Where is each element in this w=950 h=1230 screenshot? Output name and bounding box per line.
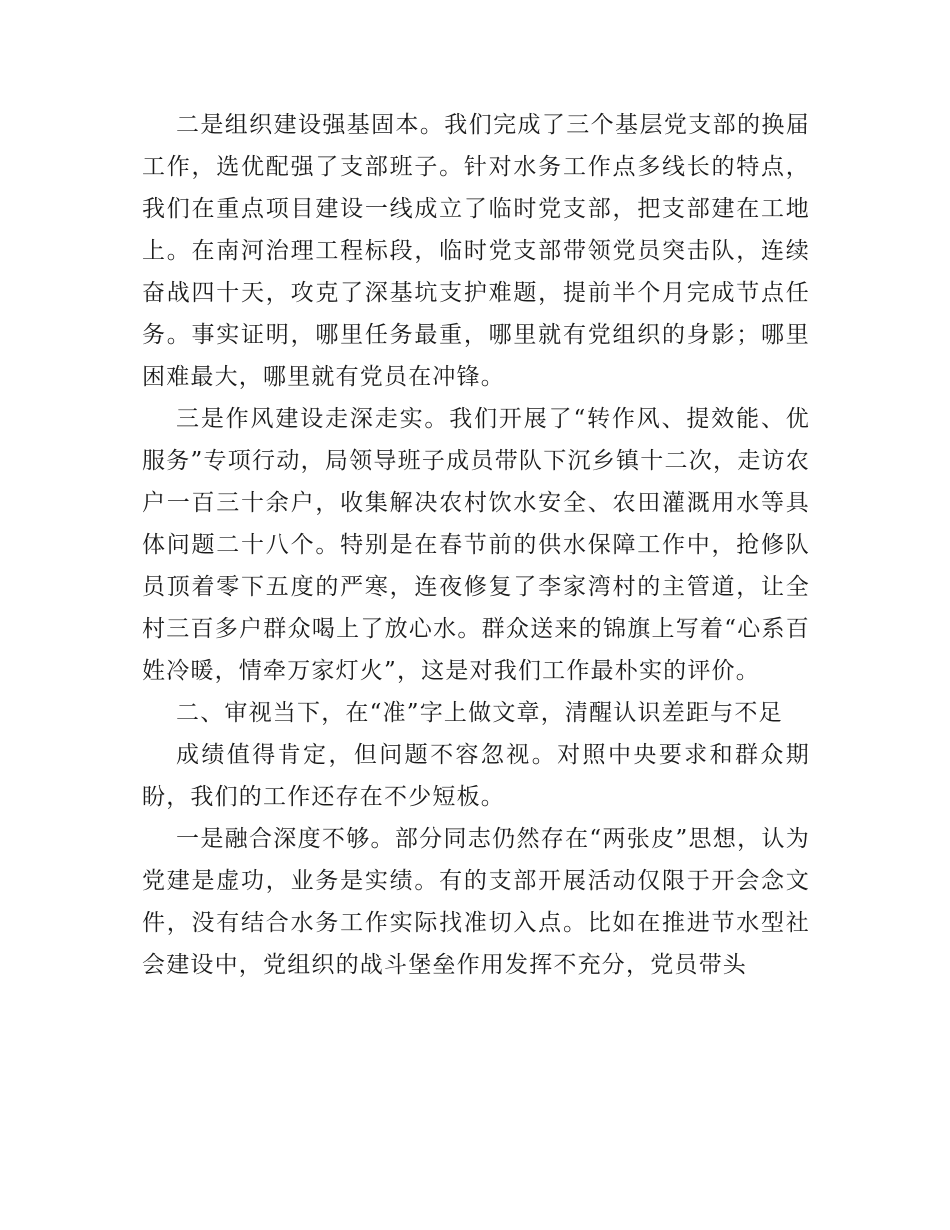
paragraph-integration-depth: 一是融合深度不够。部分同志仍然存在“两张皮”思想，认为党建是虚功，业务是实绩。有的支部开展活动仅限于开会念文件，没有结合水务工作实际找准切入点。比如在推进节水型社会建设中，党组织的战斗堡垒作用发挥不充分，党员带头 <box>142 826 810 978</box>
section-heading-two: 二、审视当下，在“准”字上做文章，清醒认识差距与不足 <box>176 700 783 726</box>
paragraph-organization-building: 二是组织建设强基固本。我们完成了三个基层党支部的换届工作，选优配强了支部班子。针对水务工作点多线长的特点，我们在重点项目建设一线成立了临时党支部，把支部建在工地上。在南河治理工程标段，临时党支部带领党员突击队，连续奋战四十天，攻克了深基坑支护难题，提前半个月完成节点任务。事实证明，哪里任务最重，哪里就有党组织的身影；哪里困难最大，哪里就有党员在冲锋。 <box>142 112 810 390</box>
paragraph-work-style-building: 三是作风建设走深走实。我们开展了“转作风、提效能、优服务”专项行动，局领导班子成员带队下沉乡镇十二次，走访农户一百三十余户，收集解决农村饮水安全、农田灌溉用水等具体问题二十八个。特别是在春节前的供水保障工作中，抢修队员顶着零下五度的严寒，连夜修复了李家湾村的主管道，让全村三百多户群众喝上了放心水。群众送来的锦旗上写着“心系百姓冷暖，情牵万家灯火”，这是对我们工作最朴实的评价。 <box>142 406 810 684</box>
document-body <box>142 104 810 986</box>
paragraph-problems-intro: 成绩值得肯定，但问题不容忽视。对照中央要求和群众期盼，我们的工作还存在不少短板。 <box>142 742 810 810</box>
